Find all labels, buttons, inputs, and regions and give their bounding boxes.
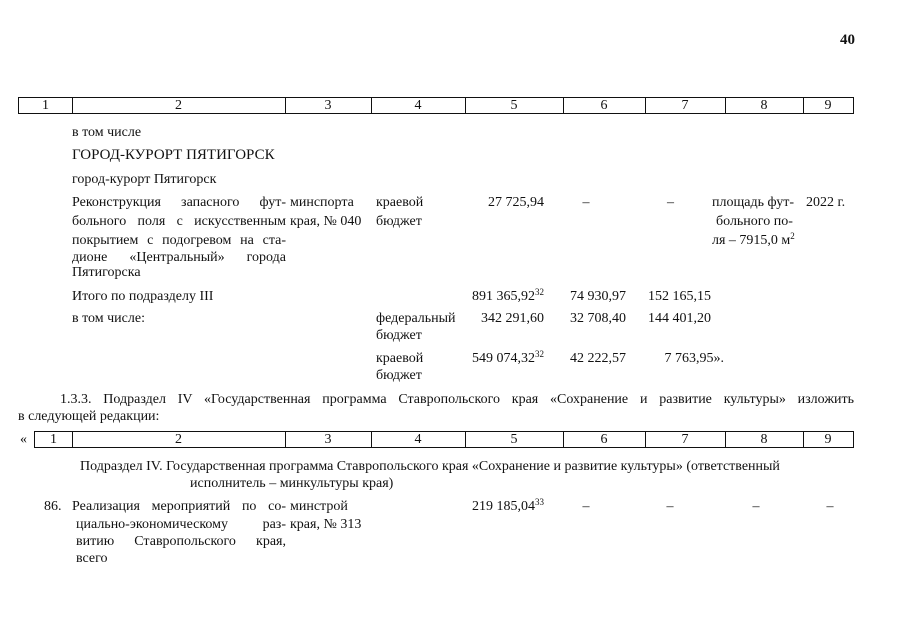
funding-source-line: бюджет — [376, 214, 422, 229]
federal-label-line: федеральный — [376, 311, 456, 326]
subsection-title-line-2: исполнитель – минкультуры края) — [190, 476, 394, 491]
including2-label: в том числе: — [72, 311, 145, 326]
header-col-9: 9 — [824, 98, 832, 113]
project-name-line: Реконструкция запасного фут- — [72, 195, 286, 210]
header-col-1: 1 — [42, 98, 49, 113]
total-col5: 891 365,92$^{32}$ — [472, 287, 544, 304]
header-col-3: 3 — [324, 432, 332, 447]
project-col7: – — [667, 195, 674, 210]
row86-col8: – — [752, 499, 760, 514]
header-col-2: 2 — [175, 98, 182, 113]
subsection-title-line-1: Подраздел IV. Государственная программа Ставропольского края «Сохранение и развитие культуры» (ответственный — [80, 459, 780, 474]
project-col8-line-3: ля – 7915,0 $м^2$ — [712, 231, 795, 248]
federal-label-line: бюджет — [376, 328, 422, 343]
city-heading: город-курорт Пятигорск — [72, 172, 217, 187]
instruction-line-1: 1.3.3. Подраздел IV «Государственная программа Ставропольского края «Сохранение и развитие культуры» изложить — [60, 392, 854, 407]
project-name-line: дионе «Центральный» города — [72, 250, 286, 265]
total-col6: 74 930,97 — [570, 289, 626, 304]
row86-col9: – — [826, 499, 834, 514]
row86-col5: 219 185,04$^{33}$ — [472, 497, 544, 514]
header-col-6: 6 — [600, 98, 608, 113]
federal-col7: 144 401,20 — [648, 311, 711, 326]
row86-col7: – — [666, 499, 674, 514]
regional-col6: 42 222,57 — [570, 351, 626, 366]
funding-source-line: краевой — [376, 195, 424, 210]
header-col-5: 5 — [510, 98, 518, 113]
project-col9: 2022 г. — [806, 195, 846, 210]
project-col5: 27 725,94 — [488, 195, 544, 210]
table-header-row — [18, 97, 854, 114]
header-col-7: 7 — [681, 98, 689, 113]
city-heading-caps: ГОРОД-КУРОРТ ПЯТИГОРСК — [72, 147, 275, 163]
row-number: 86. — [44, 499, 62, 514]
project-name-line: Пятигорска — [72, 265, 141, 280]
regional-col5: 549 074,32$^{32}$ — [472, 349, 544, 366]
header-col-5: 5 — [510, 432, 518, 447]
project-col6: – — [582, 195, 590, 210]
federal-col5: 342 291,60 — [481, 311, 544, 326]
regional-label-line: краевой — [376, 351, 424, 366]
opening-quote: « — [20, 432, 27, 447]
row86-name-line: всего — [76, 551, 108, 566]
header-col-4: 4 — [414, 432, 422, 447]
regional-label-line: бюджет — [376, 368, 422, 383]
row86-name-line: витию Ставропольского края, — [76, 534, 286, 549]
row86-executor-line: минстрой — [290, 499, 348, 514]
regional-col7: 7 763,95». — [664, 351, 724, 366]
total-label: Итого по подразделу III — [72, 289, 214, 304]
row86-name-line: Реализация мероприятий по со- — [72, 499, 286, 514]
header-col-3: 3 — [324, 98, 332, 113]
header-col-8: 8 — [760, 432, 768, 447]
row86-col6: – — [582, 499, 590, 514]
project-name-line: больного поля с искусственным — [72, 214, 286, 229]
header-col-2: 2 — [175, 432, 182, 447]
header-col-9: 9 — [824, 432, 832, 447]
executor-line: края, № 040 — [290, 214, 362, 229]
federal-col6: 32 708,40 — [570, 311, 626, 326]
header-col-4: 4 — [414, 98, 422, 113]
including-label: в том числе — [72, 125, 142, 140]
project-name-line: покрытием с подогревом на ста- — [72, 233, 286, 248]
header-col-1: 1 — [50, 432, 57, 447]
total-col7: 152 165,15 — [648, 289, 711, 304]
executor-line: минспорта — [290, 195, 354, 210]
row86-name-line: циально-экономическому раз- — [76, 517, 286, 532]
header-col-8: 8 — [760, 98, 768, 113]
page-number: 40 — [840, 32, 855, 48]
table-header-row — [34, 431, 854, 448]
row86-executor-line: края, № 313 — [290, 517, 362, 532]
header-col-7: 7 — [681, 432, 689, 447]
header-col-6: 6 — [600, 432, 608, 447]
instruction-line-2: в следующей редакции: — [18, 409, 160, 424]
project-col8-line: площадь фут- — [712, 195, 794, 210]
project-col8-line: больного по- — [716, 214, 793, 229]
